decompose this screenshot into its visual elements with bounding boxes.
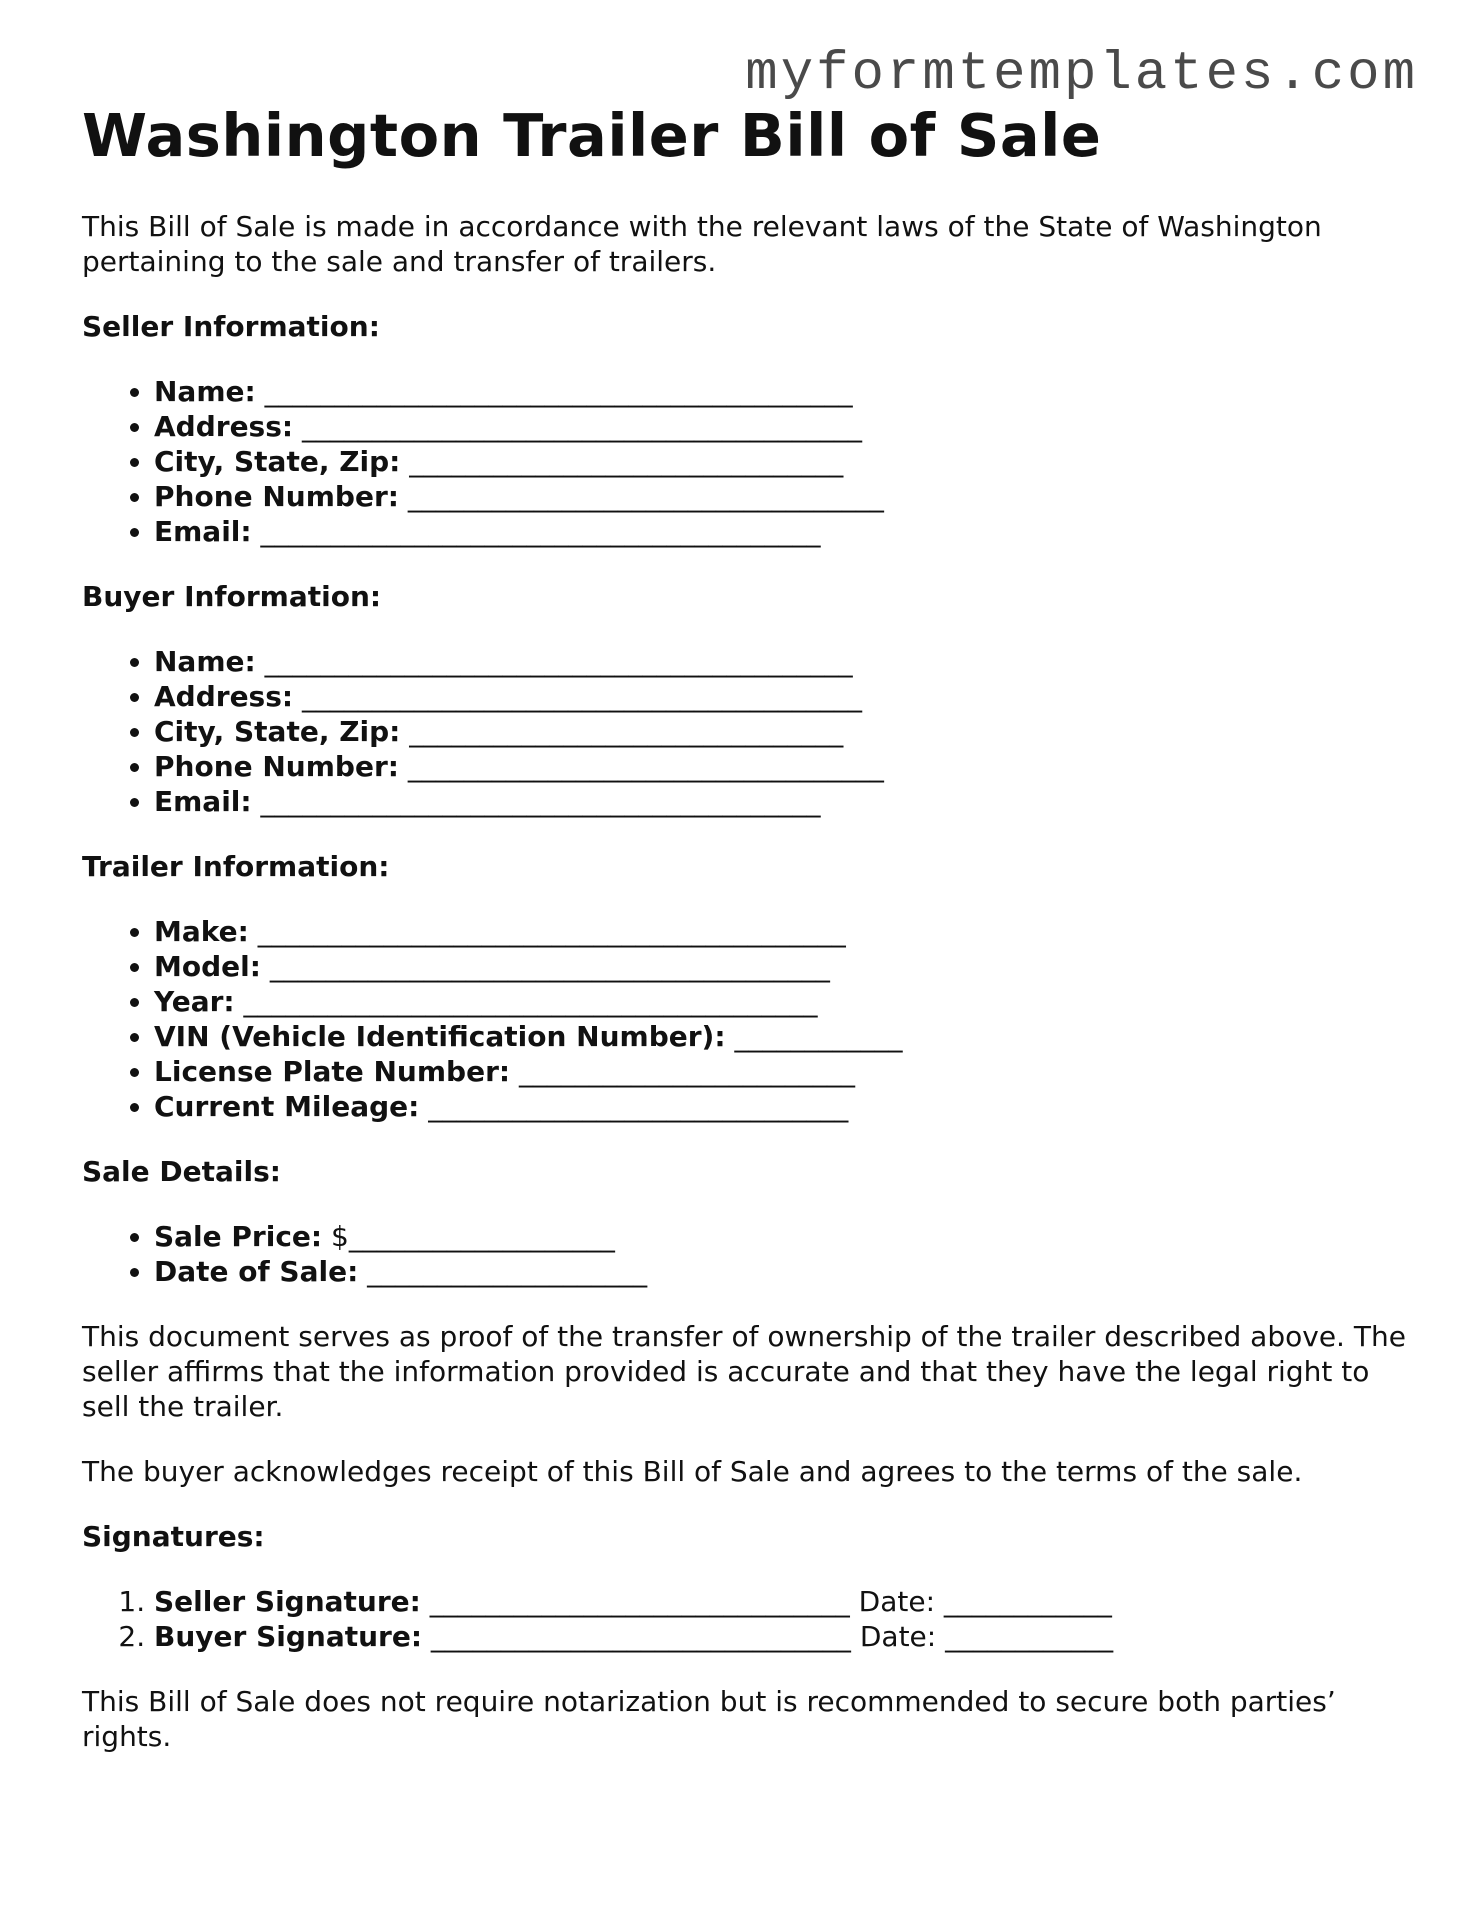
signature-list [82, 1584, 1412, 1654]
field-blank: $___________________ [322, 1219, 615, 1253]
field-label: Email: [154, 784, 252, 818]
field-blank: ______________________________ [422, 1619, 860, 1653]
field-label: Address: [154, 409, 294, 443]
field-label: Make: [154, 914, 249, 948]
field-label: VIN (Vehicle Identification Number): [154, 1019, 726, 1053]
sale-price-field [154, 1219, 1412, 1254]
seller-signature-line [154, 1584, 1412, 1619]
field-blank: __________________________________ [398, 479, 884, 513]
sale-details-heading: Sale Details: [82, 1154, 281, 1188]
field-blank: _______________________________ [400, 714, 844, 748]
buyer-heading: Buyer Information: [82, 579, 382, 613]
field-label: City, State, Zip: [154, 714, 401, 748]
document-page [82, 101, 1412, 1784]
field-blank: ______________________________ [419, 1089, 849, 1123]
buyer-name-field [154, 644, 1412, 679]
buyer-field-list [82, 644, 1412, 819]
signatures-heading: Signatures: [82, 1519, 265, 1553]
field-blank: ________________________________________ [293, 679, 862, 713]
trailer-model-field [154, 949, 1412, 984]
field-label: Address: [154, 679, 294, 713]
field-label: Name: [154, 374, 256, 408]
seller-city-state-zip-field [154, 444, 1412, 479]
field-blank: ________________________________________ [293, 409, 862, 443]
field-label: Current Mileage: [154, 1089, 420, 1123]
field-blank: __________________________________ [398, 749, 884, 783]
trailer-make-field [154, 914, 1412, 949]
intro-paragraph: This Bill of Sale is made in accordance with the relevant laws of the State of Washington pertaining to the sale and transfer of trailers. [82, 209, 1322, 278]
buyer-city-state-zip-field [154, 714, 1412, 749]
seller-address-field [154, 409, 1412, 444]
field-blank: ________________________ [510, 1054, 855, 1088]
field-label: Seller Signature: [154, 1584, 421, 1618]
field-blank: ______________________________ [420, 1584, 859, 1618]
field-label: Phone Number: [154, 479, 399, 513]
field-label: License Plate Number: [154, 1054, 511, 1088]
field-blank: ________________________________________ [260, 949, 830, 983]
signature-date: Date: ____________ [859, 1619, 1114, 1653]
notarization-paragraph: This Bill of Sale does not require notarization but is recommended to secure both parties’ rights. [82, 1684, 1336, 1753]
field-label: Email: [154, 514, 252, 548]
sale-field-list [82, 1219, 1412, 1289]
field-label: Phone Number: [154, 749, 399, 783]
field-blank: ____________________ [358, 1254, 648, 1288]
field-label: Year: [154, 984, 235, 1018]
seller-field-list [82, 374, 1412, 549]
field-blank: ________________________________________ [251, 784, 821, 818]
sale-date-field [154, 1254, 1412, 1289]
buyer-signature-line [154, 1619, 1412, 1654]
field-blank: ________________________________________ [251, 514, 821, 548]
trailer-field-list [82, 914, 1412, 1124]
field-blank: _________________________________________ [234, 984, 818, 1018]
acknowledgement-paragraph: The buyer acknowledges receipt of this Bill of Sale and agrees to the terms of the sale. [82, 1454, 1303, 1488]
field-blank: _______________________________ [400, 444, 844, 478]
field-blank: __________________________________________ [248, 914, 846, 948]
field-label: Buyer Signature: [154, 1619, 423, 1653]
seller-phone-field [154, 479, 1412, 514]
field-label: City, State, Zip: [154, 444, 401, 478]
signature-date: Date: ____________ [858, 1584, 1112, 1618]
seller-email-field [154, 514, 1412, 549]
seller-heading: Seller Information: [82, 309, 380, 343]
page-title: Washington Trailer Bill of Sale [82, 101, 1102, 170]
transfer-paragraph: This document serves as proof of the transfer of ownership of the trailer described above. The seller affirms that the information provided is accurate and that they have the legal right to sell the trailer. [82, 1319, 1406, 1423]
trailer-mileage-field [154, 1089, 1412, 1124]
buyer-phone-field [154, 749, 1412, 784]
field-blank: ____________ [725, 1019, 903, 1053]
buyer-email-field [154, 784, 1412, 819]
trailer-year-field [154, 984, 1412, 1019]
field-label: Name: [154, 644, 256, 678]
field-label: Sale Price: [154, 1219, 323, 1253]
seller-name-field [154, 374, 1412, 409]
field-blank: __________________________________________ [255, 644, 853, 678]
trailer-license-plate-field [154, 1054, 1412, 1089]
trailer-heading: Trailer Information: [82, 849, 390, 883]
buyer-address-field [154, 679, 1412, 714]
field-blank: __________________________________________ [255, 374, 853, 408]
trailer-vin-field [154, 1019, 1412, 1054]
field-label: Model: [154, 949, 261, 983]
site-watermark: myformtemplates.com [745, 44, 1418, 105]
field-label: Date of Sale: [154, 1254, 359, 1288]
